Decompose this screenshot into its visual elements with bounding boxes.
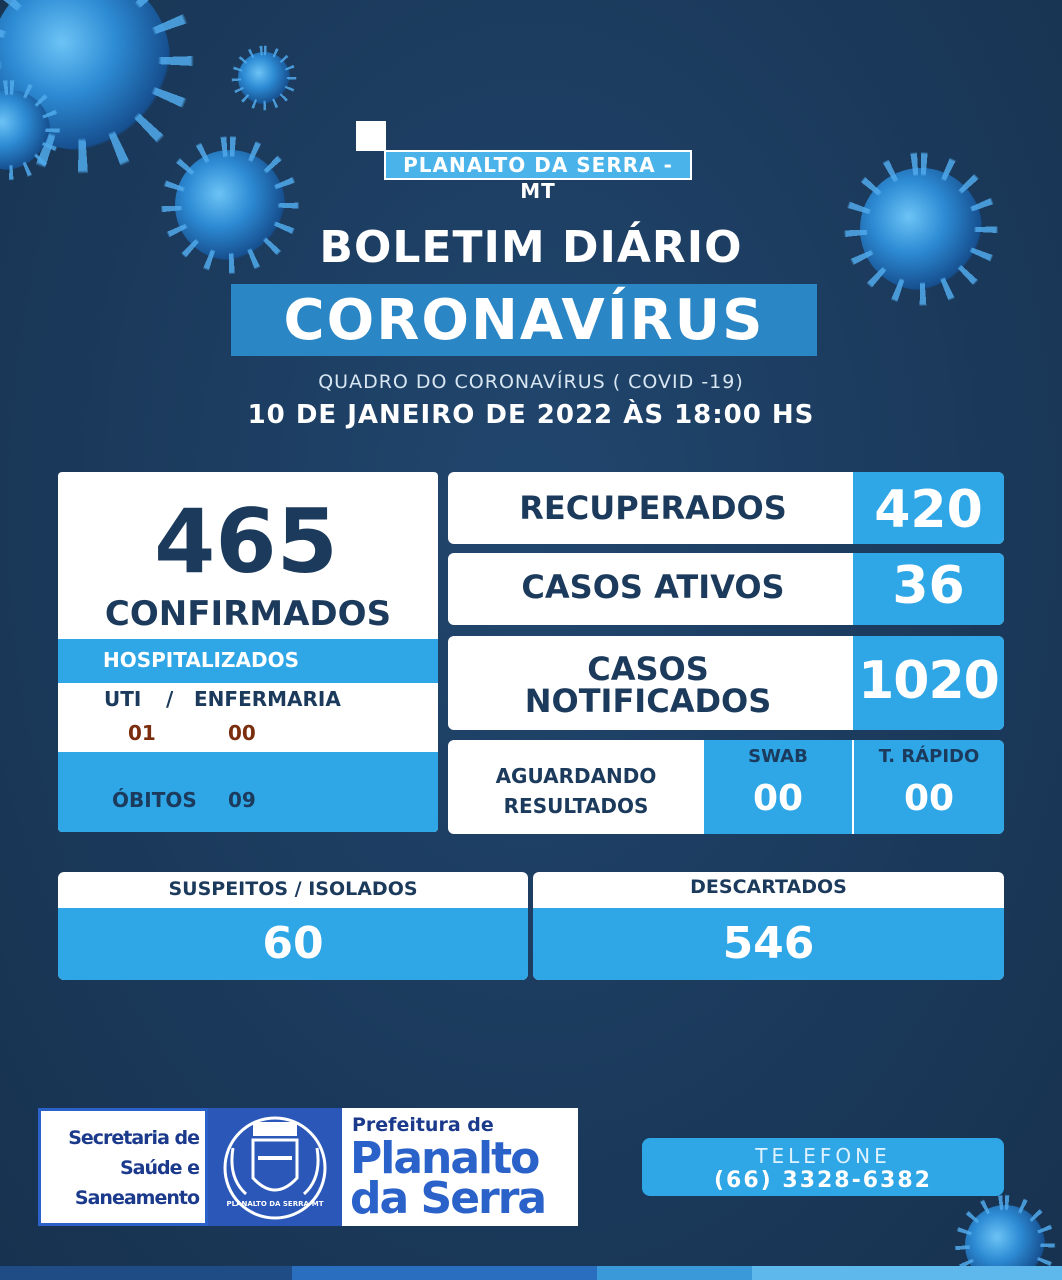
descartados-value: 546 (533, 908, 1004, 980)
casos-notificados-card (448, 636, 1004, 730)
suspeitos-value: 60 (58, 908, 528, 980)
swab-value: 00 (752, 778, 804, 819)
subtitle: QUADRO DO CORONAVÍRUS ( COVID -19) (318, 371, 744, 393)
obitos-value: 09 (228, 788, 256, 812)
coat-of-arms-icon (208, 1108, 342, 1226)
aguardando-card (448, 740, 1004, 834)
swab-label: SWAB (748, 746, 808, 767)
uti-separator: / (166, 687, 174, 711)
phone-box (642, 1138, 1004, 1196)
phone-number: (66) 3328-6382 (714, 1168, 932, 1193)
recuperados-card (448, 472, 1004, 544)
confirmed-label: CONFIRMADOS (104, 594, 392, 634)
coronavirus-title: CORONAVÍRUS (283, 288, 765, 353)
bottom-stripe-2 (292, 1266, 597, 1280)
uti-value: 01 (128, 721, 156, 745)
prefeitura-line-3: da Serra (350, 1173, 546, 1224)
bulletin-title: BOLETIM DIÁRIO (319, 222, 743, 273)
descartados-label: DESCARTADOS (690, 876, 847, 898)
aguardando-label-2: RESULTADOS (503, 794, 649, 818)
secretaria-line-1: Secretaria de (68, 1127, 199, 1149)
emblem-text: PLANALTO DA SERRA-MT (226, 1200, 324, 1208)
suspeitos-card (58, 872, 528, 980)
casos-ativos-label: CASOS ATIVOS (521, 568, 785, 606)
uti-label: UTI (104, 687, 142, 711)
city-tag: PLANALTO DA SERRA - MT (384, 150, 692, 180)
prefeitura-logo (342, 1108, 578, 1226)
casos-notificados-label-2: NOTIFICADOS (524, 682, 772, 720)
logo-square (356, 121, 386, 151)
prefeitura-line-2: Planalto (350, 1133, 539, 1184)
virus-decoration-left-edge (0, 90, 50, 170)
suspeitos-label: SUSPEITOS / ISOLADOS (168, 878, 418, 900)
enfermaria-label: ENFERMARIA (194, 687, 341, 711)
descartados-card (533, 872, 1004, 980)
secretaria-line-3: Saneamento (74, 1187, 199, 1209)
obitos-label: ÓBITOS (112, 788, 197, 812)
city-emblem (208, 1108, 342, 1226)
recuperados-label: RECUPERADOS (519, 489, 787, 527)
aguardando-label-1: AGUARDANDO (495, 764, 657, 788)
hospitalized-label: HOSPITALIZADOS (103, 648, 299, 672)
rapido-value: 00 (903, 778, 955, 819)
report-date: 10 DE JANEIRO DE 2022 ÀS 18:00 HS (247, 400, 815, 430)
secretaria-logo (38, 1108, 208, 1226)
confirmed-panel (58, 472, 438, 832)
casos-notificados-label-1: CASOS (587, 650, 709, 688)
bottom-stripe-1 (0, 1266, 292, 1280)
casos-ativos-value: 36 (853, 553, 1004, 625)
confirmed-value: 465 (154, 490, 338, 593)
bottom-stripe-3 (597, 1266, 752, 1280)
prefeitura-line-1: Prefeitura de (352, 1114, 494, 1136)
phone-label: TELEFONE (755, 1144, 891, 1168)
recuperados-value: 420 (853, 472, 1004, 544)
secretaria-line-2: Saúde e (119, 1157, 199, 1179)
enfermaria-value: 00 (228, 721, 256, 745)
virus-decoration-top-small (238, 52, 290, 104)
rapido-label: T. RÁPIDO (878, 746, 980, 767)
casos-notificados-value: 1020 (853, 636, 1004, 730)
bottom-stripe-4 (752, 1266, 1062, 1280)
casos-ativos-card (448, 553, 1004, 625)
